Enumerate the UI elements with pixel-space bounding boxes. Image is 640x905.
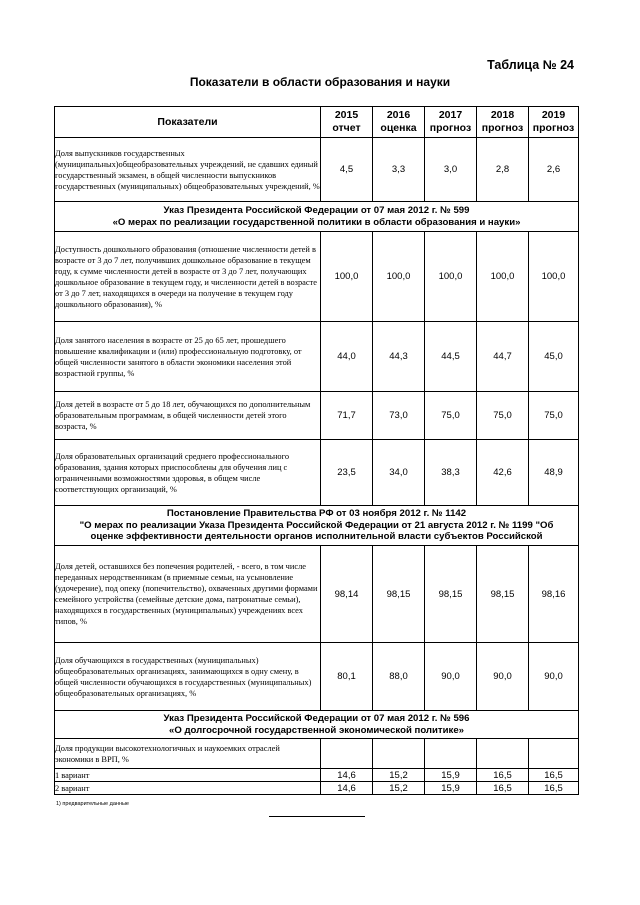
row-label: Доля детей, оставшихся без попечения родителей, - всего, в том числе переданных неродственникам (в приемные семьи, на усыновление (удочерение), под опеку (попечительство), охваченных другими формами семейного устройства (семейные детские дома, патронатные семьи), находящихся в государственных (муниципальных) учреждениях всех типов, % (55, 546, 321, 643)
value-2016: 44,3 (373, 322, 425, 392)
value-2018: 90,0 (477, 643, 529, 711)
value-2017: 90,0 (425, 643, 477, 711)
value-2015: 80,1 (321, 643, 373, 711)
section-line: Постановление Правительства РФ от 03 ноября 2012 г. № 1142 (166, 508, 467, 520)
value-2017 (425, 739, 477, 769)
row-label: Доля образовательных организаций среднего профессионального образования, здания которых приспособлены для обучения лиц с ограниченными возможностями здоровья, в общем числе соответствующих организаций, % (55, 440, 321, 506)
value-2019 (529, 739, 579, 769)
value-2018: 98,15 (477, 546, 529, 643)
value-2016: 3,3 (373, 138, 425, 202)
table-row (55, 546, 579, 643)
value-2015: 23,5 (321, 440, 373, 506)
table-header-row (55, 107, 579, 138)
header-type: прогноз (532, 122, 575, 134)
value-2019: 90,0 (529, 643, 579, 711)
header-type: прогноз (429, 122, 472, 134)
section-row (55, 202, 579, 232)
value-2017: 75,0 (425, 392, 477, 440)
value-2018: 2,8 (477, 138, 529, 202)
value-2017: 15,9 (425, 769, 477, 782)
section-heading (55, 711, 579, 739)
value-2019: 45,0 (529, 322, 579, 392)
value-2018: 42,6 (477, 440, 529, 506)
table-row (55, 232, 579, 322)
header-year: 2016 (386, 109, 411, 121)
value-2017: 98,15 (425, 546, 477, 643)
header-type: отчет (332, 122, 361, 134)
header-type: прогноз (481, 122, 524, 134)
value-2017: 38,3 (425, 440, 477, 506)
section-line: «О мерах по реализации государственной политики в области образования и науки» (112, 216, 521, 228)
value-2016: 88,0 (373, 643, 425, 711)
value-2017: 100,0 (425, 232, 477, 322)
row-label: Доля занятого населения в возрасте от 25 до 65 лет, прошедшего повышение квалификации и (или) профессиональную подготовку, от общей численности занятого в области экономики населения этой возрастной группы, % (55, 322, 321, 392)
section-row (55, 506, 579, 546)
table-row (55, 739, 579, 769)
header-col-2016 (373, 107, 425, 138)
value-2017: 3,0 (425, 138, 477, 202)
value-2018: 44,7 (477, 322, 529, 392)
value-2015 (321, 739, 373, 769)
value-2019: 98,16 (529, 546, 579, 643)
header-type: оценка (380, 122, 417, 134)
header-indicator: Показатели (55, 107, 321, 138)
value-2016: 15,2 (373, 782, 425, 795)
value-2018: 75,0 (477, 392, 529, 440)
value-2016 (373, 739, 425, 769)
table-row (55, 322, 579, 392)
separator-line (269, 816, 365, 817)
table-number: Таблица № 24 (487, 58, 574, 72)
value-2015: 100,0 (321, 232, 373, 322)
section-line: «О долгосрочной государственной экономической политике» (169, 724, 464, 736)
row-label: Доля детей в возрасте от 5 до 18 лет, обучающихся по дополнительным образовательным программам, в общей численности детей этого возраста, % (55, 392, 321, 440)
footnote: 1) предварительные данные (56, 801, 129, 807)
section-heading (55, 202, 579, 232)
value-2019: 100,0 (529, 232, 579, 322)
header-col-2017 (425, 107, 477, 138)
value-2016: 34,0 (373, 440, 425, 506)
value-2015: 14,6 (321, 769, 373, 782)
header-col-2019 (529, 107, 579, 138)
value-2017: 44,5 (425, 322, 477, 392)
section-line: Указ Президента Российской Федерации от 07 мая 2012 г. № 599 (163, 205, 470, 216)
document-title: Показатели в области образования и науки (189, 75, 451, 89)
value-2016: 73,0 (373, 392, 425, 440)
section-line: оценке эффективности деятельности органов исполнительной власти субъектов Российской (90, 531, 543, 543)
header-year: 2017 (438, 109, 463, 121)
value-2016: 100,0 (373, 232, 425, 322)
value-2019: 16,5 (529, 782, 579, 795)
value-2015: 4,5 (321, 138, 373, 202)
table-row (55, 138, 579, 202)
row-label: 2 вариант (55, 782, 321, 795)
value-2018: 16,5 (477, 769, 529, 782)
header-col-2018 (477, 107, 529, 138)
table-row (55, 392, 579, 440)
value-2019: 48,9 (529, 440, 579, 506)
row-label: Доля продукции высокотехнологичных и наукоемких отраслей экономики в ВРП, % (55, 739, 321, 769)
value-2018 (477, 739, 529, 769)
row-label: Доля обучающихся в государственных (муниципальных) общеобразовательных организациях, занимающихся в одну смену, в общей численности обучающихся в государственных (муниципальных) общеобразовательных организациях, % (55, 643, 321, 711)
value-2018: 100,0 (477, 232, 529, 322)
value-2019: 16,5 (529, 769, 579, 782)
value-2018: 16,5 (477, 782, 529, 795)
table-row (55, 643, 579, 711)
section-line: "О мерах по реализации Указа Президента Российской Федерации от 21 августа 2012 г. № 1199 "Об (79, 519, 554, 531)
value-2017: 15,9 (425, 782, 477, 795)
table-row (55, 782, 579, 795)
value-2015: 44,0 (321, 322, 373, 392)
section-row (55, 711, 579, 739)
value-2015: 14,6 (321, 782, 373, 795)
header-year: 2015 (334, 109, 359, 121)
table-row (55, 440, 579, 506)
value-2019: 75,0 (529, 392, 579, 440)
value-2015: 98,14 (321, 546, 373, 643)
value-2016: 15,2 (373, 769, 425, 782)
header-col-2015 (321, 107, 373, 138)
table-row (55, 769, 579, 782)
header-year: 2018 (490, 109, 515, 121)
row-label: Доступность дошкольного образования (отношение численности детей в возрасте от 3 до 7 лет, получивших дошкольное образование в текущем году, к сумме численности детей в возрасте от 3 до 7 лет, получающих дошкольное образование в текущем году, и численности детей в возрасте от 3 до 7 лет, находящихся в очереди на получение в текущем году дошкольного образования), % (55, 232, 321, 322)
value-2015: 71,7 (321, 392, 373, 440)
indicators-table (54, 106, 579, 795)
row-label: Доля выпускников государственных (муниципальных)общеобразовательных учреждений, не сдавших единый государственный экзамен, в общей численности выпускников государственных (муниципальных) общеобразовательных учреждений, % (55, 138, 321, 202)
section-heading (55, 506, 579, 546)
header-year: 2019 (541, 109, 566, 121)
row-label: 1 вариант (55, 769, 321, 782)
section-line: Указ Президента Российской Федерации от 07 мая 2012 г. № 596 (163, 713, 470, 724)
value-2019: 2,6 (529, 138, 579, 202)
value-2016: 98,15 (373, 546, 425, 643)
